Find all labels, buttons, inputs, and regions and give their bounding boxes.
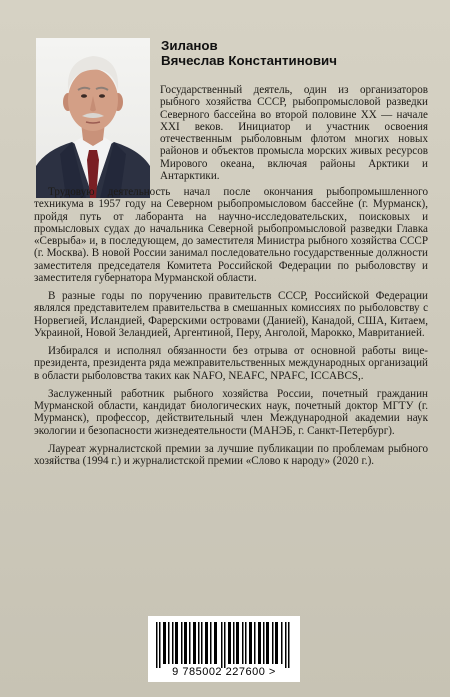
isbn-barcode	[148, 616, 300, 682]
biography	[34, 84, 428, 471]
isbn-suffix: >	[268, 666, 276, 678]
bio-paragraph: В разные годы по поручению правительств СССР, Российской Федерации являлся представителем правительства в смешанных комиссиях по рыболовству с Норвегией, Исландией, Фарерскими островами (Данией), Канадой, США, Китаем, Украиной, Новой Зеландией, Аргентиной, Перу, Анголой, Марокко, Мавританией.	[34, 290, 428, 339]
bio-paragraph: Заслуженный работник рыбного хозяйства России, почетный гражданин Мурманской области, кандидат биологических наук, почетный доктор МГТУ (г. Мурманск), профессор, действительный член Международной академии наук экологии и безопасности жизнедеятельности (МАНЭБ, г. Санкт-Петербург).	[34, 387, 428, 437]
bio-paragraph: Лауреат журналистской премии за лучшие публикации по проблемам рыбного хозяйства (1994 г.) и журналистской премии «Слово к народу» (2020 г.).	[34, 442, 428, 467]
bio-paragraph: Избирался и исполнял обязанности без отрыва от основной работы вице-президента, президента ряда межправительственных международных организаций в области рыболовства таких как NAFO, NEAFC, NPAFC, ICCABCS,.	[34, 345, 428, 382]
author-surname: Зиланов	[161, 38, 218, 53]
isbn-number	[148, 666, 300, 678]
author-given-names: Вячеслав Константинович	[161, 53, 337, 68]
bio-paragraph: Государственный деятель, один из организаторов рыбного хозяйства СССР, рыбопромысловой разведки Северного бассейна во второй половине XX — начале XXI веков. Инициатор и участник освоения отечественным рыболовным флотом многих новых районов и объектов промысла морских живых ресурсов Мирового океана, включая районы Арктики и Антарктики.	[160, 84, 428, 182]
isbn-digits: 9 785002 227600	[172, 666, 266, 678]
bio-paragraph: Трудовую деятельность начал после окончания рыбопромышленного техникума в 1957 году на Северном рыбопромысловом бассейне (г. Мурманск), пройдя путь от лаборанта на научно-исследовательских, поисковых и промысловых судах до начальника Северной рыбопромысловой разведки Главка «Севрыба» и, в последующем, до заместителя Министра рыбного хозяйства СССР (г. Москва). В новой России занимал последовательно государственные должности заместителя председателя Комитета Российской Федерации по рыболовству и заместителя губернатора Мурманской области.	[34, 186, 428, 284]
barcode-bars	[154, 622, 294, 668]
author-name	[161, 38, 441, 68]
